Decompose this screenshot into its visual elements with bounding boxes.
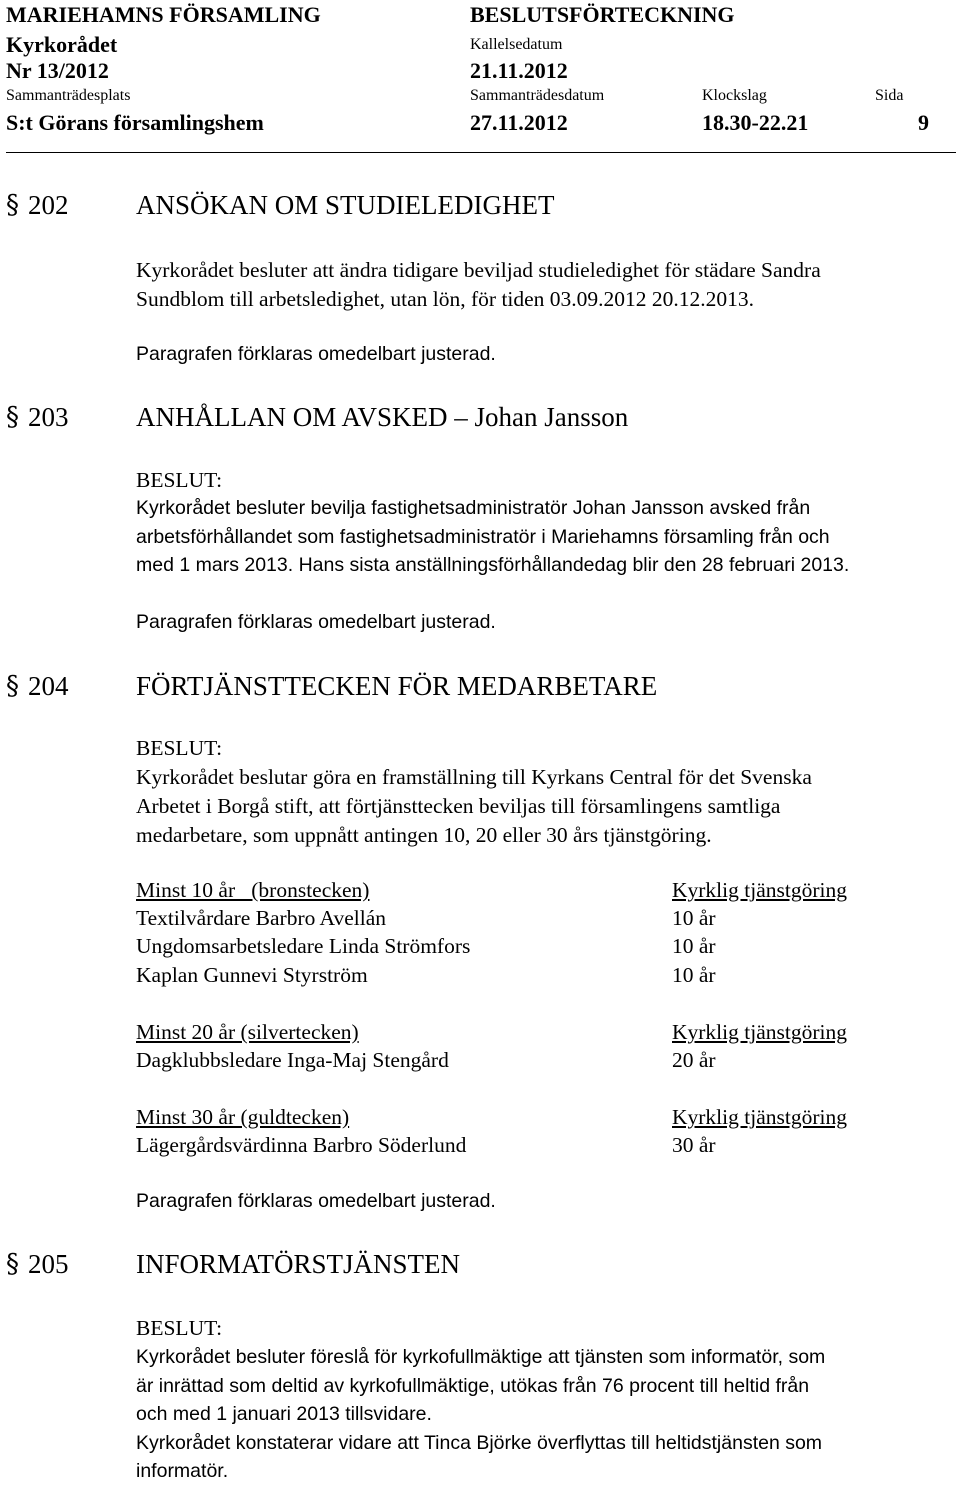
table-row [136, 1046, 896, 1074]
section-203-title-row [6, 402, 906, 436]
service-years: 20 år [672, 1048, 716, 1072]
recipient-name: Dagklubbsledare Inga-Maj Stengård [136, 1048, 449, 1072]
service-column-heading: Kyrklig tjänstgöring [672, 1105, 847, 1129]
body-line: Kyrkorådet besluter att ändra tidigare beviljad studieledighet för städare Sandra [136, 258, 821, 282]
recipient-name: Lägergårdsvärdinna Barbro Söderlund [136, 1133, 467, 1157]
decision-label: BESLUT: [136, 1316, 223, 1340]
paragraph-symbol: § [6, 1249, 19, 1279]
body-line: Arbetet i Borgå stift, att förtjänsttecken beviljas till församlingens samtliga [136, 794, 781, 818]
body-line: är inrättad som deltid av kyrkofullmäktige, utökas från 76 procent till heltid från [136, 1374, 810, 1397]
date-label: Sammanträdesdatum [470, 87, 605, 104]
group-heading-row [136, 1103, 896, 1131]
award-level-heading: Minst 20 år (silvertecken) [136, 1020, 359, 1044]
section-heading: FÖRTJÄNSTTECKEN FÖR MEDARBETARE [136, 671, 658, 701]
meeting-number: Nr 13/2012 [6, 58, 109, 83]
section-203-closing [136, 608, 946, 637]
page-label: Sida [875, 87, 904, 104]
header-divider [6, 152, 956, 153]
service-years: 30 år [672, 1133, 716, 1157]
call-date: 21.11.2012 [470, 58, 568, 83]
document-type: BESLUTSFÖRTECKNING [470, 2, 735, 27]
decision-label: BESLUT: [136, 468, 223, 492]
recipient-name: Textilvårdare Barbro Avellán [136, 906, 387, 930]
award-level-heading: Minst 10 år (bronstecken) [136, 878, 370, 902]
table-row [136, 961, 896, 989]
meeting-place: S:t Görans församlingshem [6, 110, 264, 135]
section-204-title-row [6, 671, 906, 705]
table-row [136, 1131, 896, 1159]
service-years: 10 år [672, 934, 716, 958]
body-line: Kyrkorådet besluter bevilja fastighetsadministratör Johan Jansson avsked från [136, 497, 811, 519]
section-heading: ANSÖKAN OM STUDIELEDIGHET [136, 190, 555, 220]
service-years: 10 år [672, 963, 716, 987]
service-column-heading: Kyrklig tjänstgöring [672, 878, 847, 902]
body-line: medarbetare, som uppnått antingen 10, 20 eller 30 års tjänstgöring. [136, 823, 712, 847]
body-line: Sundblom till arbetsledighet, utan lön, för tiden 03.09.2012 20.12.2013. [136, 287, 755, 311]
paragraph-symbol: § [6, 402, 19, 432]
service-column-heading: Kyrklig tjänstgöring [672, 1020, 847, 1044]
section-202-closing [136, 340, 946, 369]
paragraph-symbol: § [6, 671, 19, 701]
section-204-body [136, 734, 946, 850]
recipient-name: Kaplan Gunnevi Styrström [136, 963, 368, 987]
closing-note: Paragrafen förklaras omedelbart justerad. [136, 343, 496, 365]
header-row-1 [6, 2, 954, 30]
meeting-date: 27.11.2012 [470, 110, 568, 135]
section-number: 202 [28, 190, 69, 220]
service-years: 10 år [672, 906, 716, 930]
body-line: Kyrkorådet besluter föreslå för kyrkofullmäktige att tjänsten som informatör, som [136, 1346, 826, 1368]
section-205-body [136, 1314, 946, 1486]
closing-note: Paragrafen förklaras omedelbart justerad. [136, 1190, 496, 1212]
page-number: 9 [918, 110, 929, 135]
decision-text [136, 1343, 946, 1486]
time-label: Klockslag [702, 87, 767, 104]
call-date-label: Kallelsedatum [470, 36, 563, 53]
section-number: 203 [28, 402, 69, 432]
table-row [136, 932, 896, 960]
closing-note: Paragrafen förklaras omedelbart justerad. [136, 611, 496, 633]
governing-body: Kyrkorådet [6, 32, 118, 57]
decision-label: BESLUT: [136, 736, 223, 760]
section-202-title-row [6, 190, 906, 224]
group-heading-row [136, 1018, 896, 1046]
section-205-title-row [6, 1249, 906, 1283]
decision-text [136, 494, 946, 580]
meeting-time: 18.30-22.21 [702, 110, 809, 135]
body-line: arbetsförhållandet som fastighetsadministratör i Mariehamns församling från och [136, 525, 830, 548]
paragraph-symbol: § [6, 190, 19, 220]
body-line: informatör. [136, 1460, 229, 1482]
header-row-2 [6, 32, 954, 60]
recipient-name: Ungdomsarbetsledare Linda Strömfors [136, 934, 471, 958]
group-heading-row [136, 876, 896, 904]
place-label: Sammanträdesplats [6, 87, 131, 104]
section-203-body [136, 466, 946, 580]
award-recipients-table [136, 876, 896, 1166]
section-heading: INFORMATÖRSTJÄNSTEN [136, 1249, 461, 1279]
header-row-3 [6, 58, 954, 86]
section-heading: ANHÅLLAN OM AVSKED – Johan Jansson [136, 402, 629, 432]
body-line: och med 1 januari 2013 tillsvidare. [136, 1403, 432, 1425]
body-line: Kyrkorådet konstaterar vidare att Tinca Björke överflyttas till heltidstjänsten som [136, 1431, 823, 1454]
section-202-body [136, 256, 946, 314]
table-row [136, 904, 896, 932]
body-line: med 1 mars 2013. Hans sista anställningsförhållandedag blir den 28 februari 2013. [136, 554, 850, 576]
org-name: MARIEHAMNS FÖRSAMLING [6, 2, 321, 27]
award-level-heading: Minst 30 år (guldtecken) [136, 1105, 350, 1129]
section-number: 205 [28, 1249, 69, 1279]
section-204-closing [136, 1187, 946, 1216]
header-row-5 [6, 110, 954, 138]
body-line: Kyrkorådet beslutar göra en framställning till Kyrkans Central för det Svenska [136, 765, 812, 789]
section-number: 204 [28, 671, 69, 701]
